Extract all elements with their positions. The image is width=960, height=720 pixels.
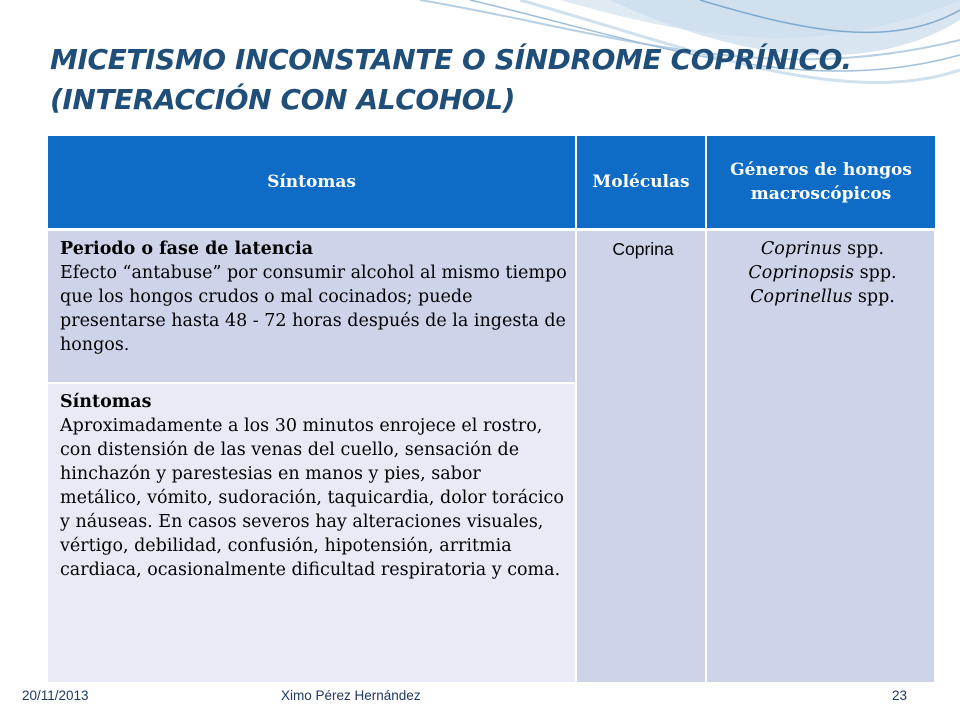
slide-title-line2: (INTERACCIÓN CON ALCOHOL) [50, 83, 516, 116]
symptoms-heading: Síntomas [60, 392, 152, 412]
genus-name: Coprinus [760, 239, 842, 259]
genus-name: Coprinopsis [748, 263, 855, 283]
genus-suffix: spp. [852, 287, 895, 307]
latency-text: Efecto “antabuse” por consumir alcohol al mismo tiempo que los hongos crudos o mal cocinados; puede presentarse hasta 48 - 72 horas después de la ingesta de hongos. [60, 263, 567, 355]
genus-item [719, 261, 926, 285]
slide-title-line1: MICETISMO INCONSTANTE O SÍNDROME COPRÍNICO. [50, 43, 852, 76]
table-row [48, 230, 935, 384]
genus-item [719, 237, 926, 261]
latency-cell [48, 230, 576, 384]
latency-heading: Periodo o fase de latencia [60, 239, 314, 259]
symptoms-text: Aproximadamente a los 30 minutos enrojece el rostro, con distensión de las venas del cuello, sensación de hinchazón y parestesias en manos y pies, sabor metálico, vómito, sudoración, taquicardia, dolor torácico y náuseas. En casos severos hay alteraciones visuales, vértigo, debilidad, confusión, hipotensión, arritmia cardiaca, ocasionalmente dificultad respiratoria y coma. [60, 416, 564, 580]
footer-author: Ximo Pérez Hernández [281, 688, 421, 703]
genus-suffix: spp. [854, 263, 897, 283]
header-molecules: Moléculas [576, 136, 706, 230]
genus-name: Coprinellus [750, 287, 853, 307]
genus-item [719, 285, 926, 309]
molecule-cell: Coprina [576, 230, 706, 684]
table-header-row [48, 136, 935, 230]
slide-title [50, 40, 930, 120]
symptoms-cell [48, 383, 576, 683]
header-genera: Géneros de hongos macroscópicos [706, 136, 935, 230]
symptoms-table [48, 136, 936, 684]
genera-cell [706, 230, 935, 684]
genus-suffix: spp. [841, 239, 885, 259]
footer-date: 20/11/2013 [22, 688, 89, 703]
footer-page-number: 23 [892, 688, 908, 703]
header-symptoms: Síntomas [48, 136, 576, 230]
